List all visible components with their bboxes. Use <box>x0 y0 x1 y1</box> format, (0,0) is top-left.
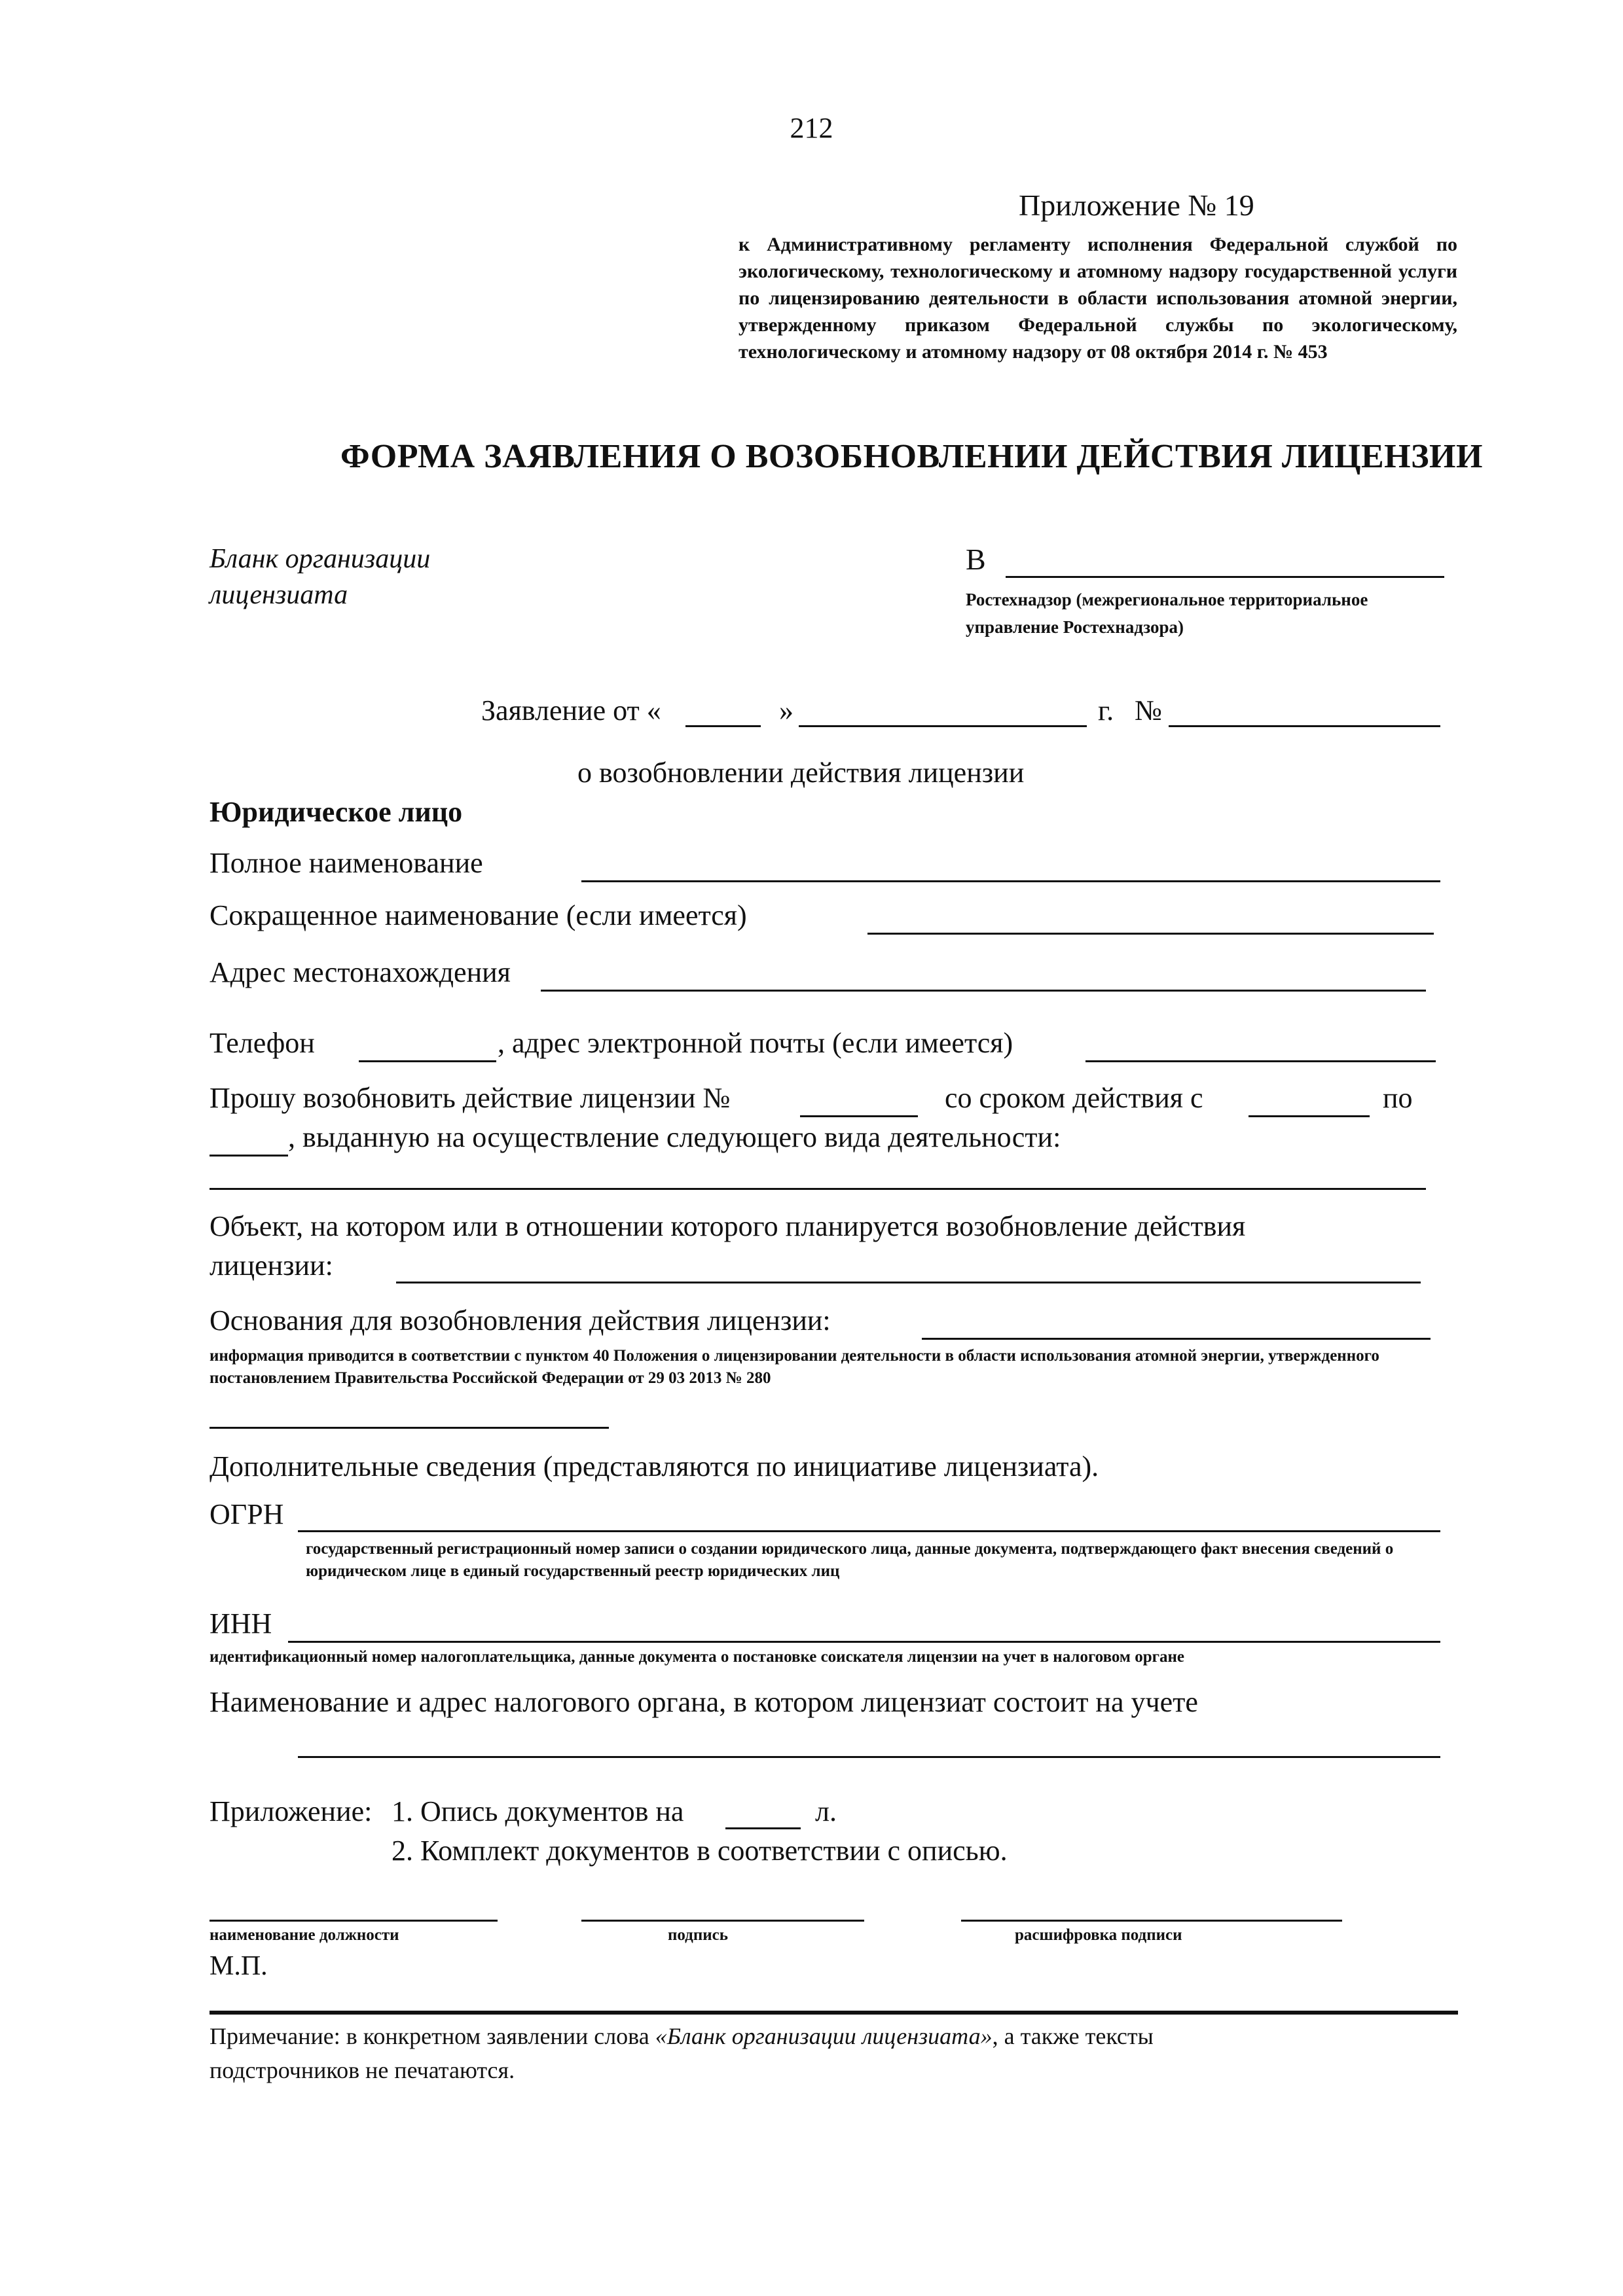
attachments-label: Приложение: <box>210 1795 373 1827</box>
stamp-label: М.П. <box>210 1951 268 1981</box>
short-name-field[interactable] <box>867 933 1434 935</box>
license-valid-from-field[interactable] <box>1249 1115 1370 1117</box>
signature-caption: подпись <box>668 1926 728 1944</box>
note-prefix: Примечание: в конкретном заявлении слова <box>210 2023 655 2049</box>
signature-field[interactable] <box>581 1920 864 1922</box>
short-name-label: Сокращенное наименование (если имеется) <box>210 899 747 931</box>
addressee-caption: Ростехнадзор (межрегиональное территориальное управление Ростехнадзора) <box>966 590 1368 637</box>
addressee-prefix: В <box>966 543 986 576</box>
statement-subtitle: о возобновлении действия лицензии <box>577 757 1025 789</box>
statement-day-field[interactable] <box>685 725 761 727</box>
statement-from-label: Заявление от « <box>481 694 661 726</box>
request-text-4: , выданную на осуществление следующего вида деятельности: <box>288 1121 1061 1153</box>
email-field[interactable] <box>1085 1060 1436 1062</box>
note-text <box>210 2019 1211 2087</box>
appendix-text: к Административному регламенту исполнения Федеральной службой по экологическому, технологическому и атомному надзору государственной услуги по лицензированию деятельности в области использования атомной энергии, утвержденному приказом Федеральной службы по экологическому, технологическому и атомному надзору от 08 октября 2014 г. № 453 <box>739 234 1457 363</box>
statement-close-quote: » <box>779 694 793 726</box>
attachment-sheets-field[interactable] <box>725 1827 801 1829</box>
inn-note: идентификационный номер налогоплательщика, данные документа о постановке соискателя лицензии на учет в налоговом органе <box>210 1648 1184 1666</box>
request-text-2: со сроком действия с <box>945 1082 1203 1114</box>
statement-number-field[interactable] <box>1169 725 1440 727</box>
object-field[interactable] <box>396 1282 1421 1283</box>
address-field[interactable] <box>541 990 1426 992</box>
additional-heading: Дополнительные сведения (представляются по инициативе лицензиата). <box>210 1450 1099 1482</box>
note-quoted: «Бланк организации лицензиата» <box>655 2023 993 2049</box>
object-label-line2: лицензии: <box>210 1249 333 1282</box>
grounds-label: Основания для возобновления действия лицензии: <box>210 1304 831 1336</box>
tax-office-field[interactable] <box>298 1756 1440 1758</box>
note-divider <box>210 2011 1458 2015</box>
license-number-field[interactable] <box>800 1115 918 1117</box>
grounds-note: информация приводится в соответствии с пунктом 40 Положения о лицензировании деятельности в области использования атомной энергии, утвержденного постановлением Правительства Российской Федерации от 29 03 2013 № 280 <box>210 1347 1379 1387</box>
full-name-label: Полное наименование <box>210 847 483 879</box>
page-number: 212 <box>790 112 833 144</box>
address-label: Адрес местонахождения <box>210 956 511 988</box>
inn-label: ИНН <box>210 1607 272 1640</box>
request-text-3: по <box>1383 1082 1413 1114</box>
entity-heading: Юридическое лицо <box>210 796 463 828</box>
position-field[interactable] <box>210 1920 498 1922</box>
ogrn-field[interactable] <box>298 1530 1440 1532</box>
blank-label-line1: Бланк организации <box>210 544 431 574</box>
attachment-item-1: 1. Опись документов на <box>392 1795 684 1827</box>
email-label: , адрес электронной почты (если имеется) <box>498 1027 1013 1059</box>
grounds-field[interactable] <box>922 1338 1431 1340</box>
signature-decode-field[interactable] <box>961 1920 1342 1922</box>
blank-label-line2: лицензиата <box>210 580 348 610</box>
note-suffix: , а также тексты подстрочников не печатаются. <box>210 2023 1154 2083</box>
tax-office-label: Наименование и адрес налогового органа, в котором лицензиат состоит на учете <box>210 1686 1198 1718</box>
statement-number-label: № <box>1135 694 1162 726</box>
phone-label: Телефон <box>210 1027 315 1059</box>
attachment-item-1-suffix: л. <box>815 1795 837 1827</box>
signature-decode-caption: расшифровка подписи <box>1015 1926 1182 1944</box>
statement-month-field[interactable] <box>799 725 1087 727</box>
grounds-extra-field[interactable] <box>210 1427 609 1429</box>
addressee-field[interactable] <box>1006 576 1444 578</box>
activity-type-field[interactable] <box>210 1188 1426 1190</box>
position-caption: наименование должности <box>210 1926 399 1944</box>
ogrn-note: государственный регистрационный номер записи о создании юридического лица, данные документа, подтверждающего факт внесения сведений о юридическом лице в единый государственный реестр юридических лиц <box>306 1540 1394 1580</box>
object-label-line1: Объект, на котором или в отношении которого планируется возобновление действия <box>210 1210 1246 1242</box>
request-text-1: Прошу возобновить действие лицензии № <box>210 1082 731 1114</box>
attachment-item-2: 2. Комплект документов в соответствии с описью. <box>392 1835 1008 1867</box>
inn-field[interactable] <box>288 1641 1440 1643</box>
license-valid-to-field[interactable] <box>210 1155 288 1157</box>
form-title: ФОРМА ЗАЯВЛЕНИЯ О ВОЗОБНОВЛЕНИИ ДЕЙСТВИЯ ЛИЦЕНЗИИ <box>340 438 1483 475</box>
full-name-field[interactable] <box>581 880 1440 882</box>
statement-year-label: г. <box>1098 694 1114 726</box>
ogrn-label: ОГРН <box>210 1498 284 1530</box>
phone-field[interactable] <box>359 1060 496 1062</box>
appendix-title: Приложение № 19 <box>1019 188 1254 222</box>
